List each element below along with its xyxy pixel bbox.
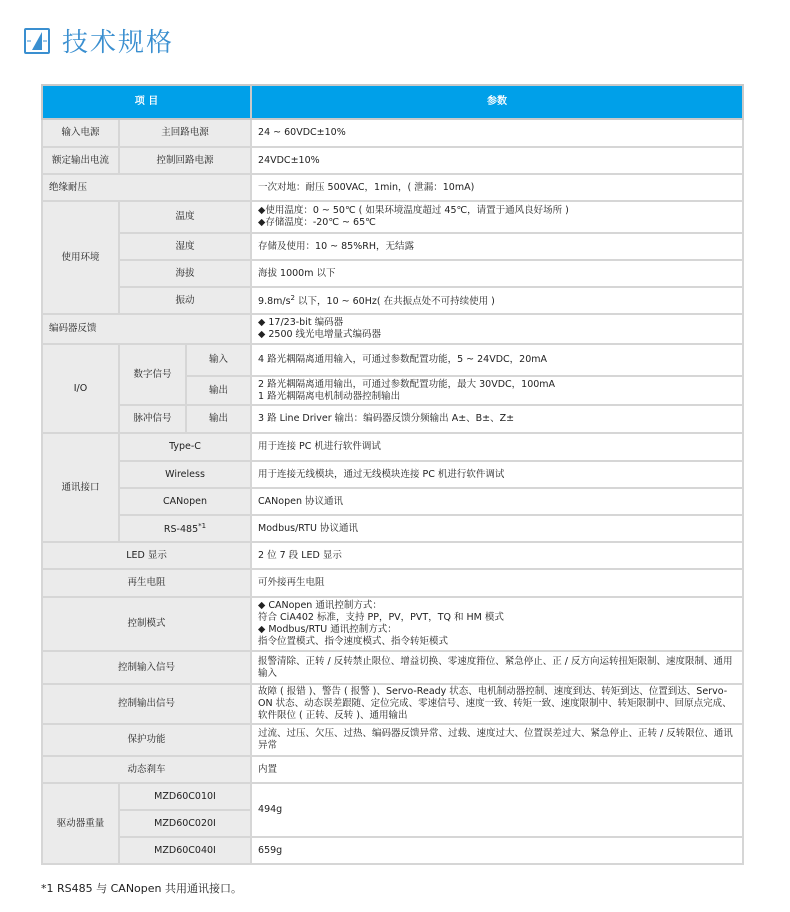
label: 输出 [186, 405, 251, 433]
label: 绝缘耐压 [42, 174, 251, 201]
header-item: 项 目 [42, 85, 251, 119]
label: LED 显示 [42, 542, 251, 569]
label: 驱动器重量 [42, 783, 119, 864]
value: ◆ 17/23-bit 编码器 ◆ 2500 线光电增量式编码器 [251, 314, 743, 344]
label: I/O [42, 344, 119, 433]
label: 温度 [119, 201, 251, 233]
value: ◆ CANopen 通讯控制方式： 符合 CiA402 标准，支持 PP，PV，PVT，TQ 和 HM 模式 ◆ Modbus/RTU 通讯控制方式： 指令位置模式、指令速度模式、指令转矩模式 [251, 597, 743, 651]
label: 振动 [119, 287, 251, 314]
label: 使用环境 [42, 201, 119, 314]
value: CANopen 协议通讯 [251, 488, 743, 515]
label: 额定输出电流 [42, 147, 119, 174]
value: 2 路光耦隔离通用输出，可通过参数配置功能，最大 30VDC，100mA 1 路光耦隔离电机制动器控制输出 [251, 376, 743, 405]
value: 2 位 7 段 LED 显示 [251, 542, 743, 569]
label: MZD60C020I [119, 810, 251, 837]
label: MZD60C010I [119, 783, 251, 810]
label: 主回路电源 [119, 119, 251, 147]
label: 输出 [186, 376, 251, 405]
value: 存储及使用：10 ~ 85%RH，无结露 [251, 233, 743, 260]
label: 数字信号 [119, 344, 186, 405]
page-title: 技术规格 [62, 28, 175, 58]
value: 用于连接无线模块，通过无线模块连接 PC 机进行软件调试 [251, 461, 743, 488]
label: CANopen [119, 488, 251, 515]
label: 控制模式 [42, 597, 251, 651]
label: 通讯接口 [42, 433, 119, 542]
label: 再生电阻 [42, 569, 251, 597]
value: 海拔 1000m 以下 [251, 260, 743, 287]
value: $9.8m/s^2$ 以下，10 ~ 60Hz( 在共振点处不可持续使用 ) [251, 287, 743, 314]
footnote: *1 RS485 与 CANopen 共用通讯接口。 [41, 882, 242, 895]
value: 24 ~ 60VDC±10% [251, 119, 743, 147]
label: Wireless [119, 461, 251, 488]
label: 保护功能 [42, 724, 251, 756]
label: 输入 [186, 344, 251, 376]
value: ◆使用温度：0 ~ 50℃ ( 如果环境温度超过 45℃，请置于通风良好场所 ) ◆存储温度：-20℃ ~ 65℃ [251, 201, 743, 233]
value: 494g [251, 783, 743, 837]
value: 659g [251, 837, 743, 864]
label: 控制回路电源 [119, 147, 251, 174]
value: 4 路光耦隔离通用输入，可通过参数配置功能，5 ~ 24VDC，20mA [251, 344, 743, 376]
label: 动态刹车 [42, 756, 251, 783]
value: 用于连接 PC 机进行软件调试 [251, 433, 743, 461]
value: 内置 [251, 756, 743, 783]
value: 过流、过压、欠压、过热、编码器反馈异常、过载、速度过大、位置误差过大、紧急停止、正转 / 反转限位、通讯异常 [251, 724, 743, 756]
value: 可外接再生电阻 [251, 569, 743, 597]
value: 故障 ( 报错 )、警告 ( 报警 )、Servo-Ready 状态、电机制动器控制、速度到达、转矩到达、位置到达、Servo-ON 状态、动态误差跟随、定位完成、零速信号、速度一致、转矩一致、速度限制中、转矩限制中、回原点完成、软件限位 ( 正转、反转 )、通用输出 [251, 684, 743, 724]
value: 3 路 Line Driver 输出：编码器反馈分频输出 A±、B±、Z± [251, 405, 743, 433]
label: 控制输出信号 [42, 684, 251, 724]
label: 控制输入信号 [42, 651, 251, 684]
label: 海拔 [119, 260, 251, 287]
value: Modbus/RTU 协议通讯 [251, 515, 743, 542]
header-param: 参数 [251, 85, 743, 119]
label: MZD60C040I [119, 837, 251, 864]
label: 输入电源 [42, 119, 119, 147]
label: 湿度 [119, 233, 251, 260]
section-title [24, 22, 174, 59]
label: Type-C [119, 433, 251, 461]
label: RS-485$^{*1}$ [119, 515, 251, 542]
value: 24VDC±10% [251, 147, 743, 174]
label: 编码器反馈 [42, 314, 251, 344]
value: 一次对地：耐压 500VAC，1min，( 泄漏：10mA) [251, 174, 743, 201]
logo-icon [24, 28, 50, 54]
spec-table [41, 84, 744, 865]
value: 报警清除、正转 / 反转禁止限位、增益切换、零速度箝位、紧急停止、正 / 反方向运转扭矩限制、速度限制、通用输入 [251, 651, 743, 684]
label: 脉冲信号 [119, 405, 186, 433]
